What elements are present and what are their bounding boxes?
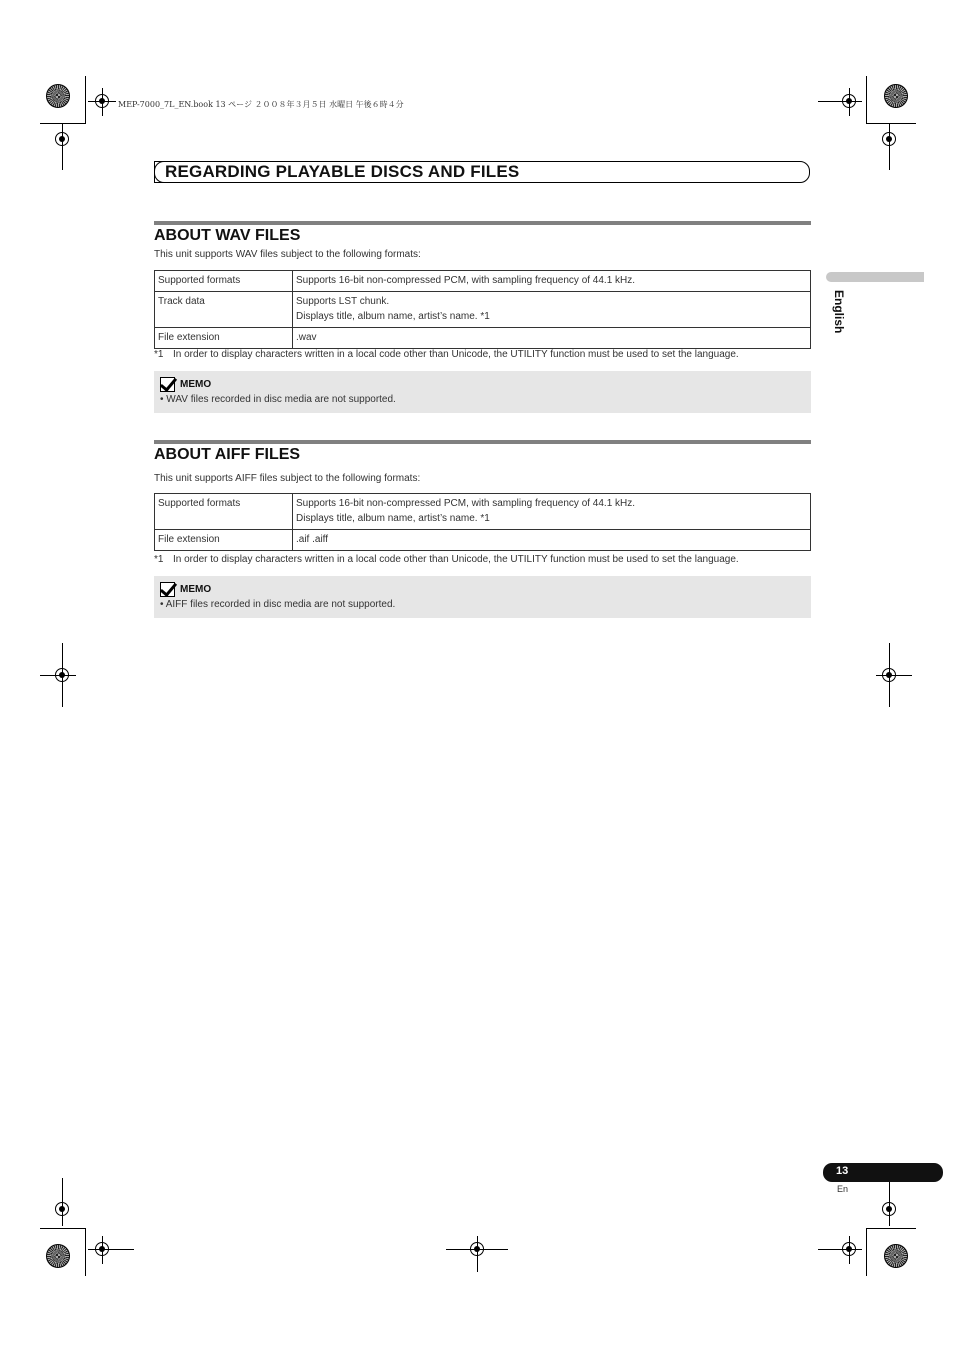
crop-line [866, 123, 916, 124]
memo-label: MEMO [180, 584, 212, 595]
aiff-format-table [154, 493, 811, 551]
table-cell-label: File extension [155, 328, 293, 349]
crop-line [889, 124, 890, 170]
crop-line [40, 123, 86, 124]
table-cell-line: Displays title, album name, artist’s name. *1 [296, 513, 490, 524]
memo-header [160, 377, 211, 392]
checkmark-icon [160, 582, 175, 597]
table-cell-label: Supported formats [155, 494, 293, 530]
crop-line [849, 88, 850, 116]
crop-line [876, 675, 912, 676]
crop-line [102, 1236, 103, 1264]
crop-line [818, 1249, 862, 1250]
footnote-text: In order to display characters written in a local code other than Unicode, the UTILITY function must be used to set the language. [173, 349, 739, 360]
crop-line [40, 675, 76, 676]
wav-format-table [154, 270, 811, 349]
crop-line [62, 1178, 63, 1226]
table-cell-line: Displays title, album name, artist’s name. *1 [296, 311, 490, 322]
table-cell-value: .wav [293, 328, 811, 349]
footnote [154, 554, 739, 565]
table-cell-label: Supported formats [155, 271, 293, 292]
registration-sunburst-icon [46, 1244, 70, 1268]
footnote-text: In order to display characters written in a local code other than Unicode, the UTILITY function must be used to set the language. [173, 554, 739, 565]
registration-sunburst-icon [884, 1244, 908, 1268]
section-intro: This unit supports AIFF files subject to the following formats: [154, 473, 421, 484]
table-cell-value: .aif .aiff [293, 530, 811, 551]
memo-item-text: AIFF files recorded in disc media are not supported. [165, 599, 396, 610]
checkmark-icon [160, 377, 175, 392]
crop-line [889, 1178, 890, 1226]
crop-line [889, 643, 890, 707]
crop-line [866, 76, 867, 124]
footnote-number: *1 [154, 554, 164, 565]
page-number: 13 [836, 1165, 849, 1177]
table-row [155, 292, 811, 328]
table-row [155, 530, 811, 551]
crop-line [62, 124, 63, 170]
memo-item-text: WAV files recorded in disc media are not supported. [166, 394, 396, 405]
table-cell-line: Supports 16-bit non-compressed PCM, with sampling frequency of 44.1 kHz. [296, 498, 636, 509]
footnote [154, 349, 739, 360]
section-rule [154, 221, 811, 225]
print-header-meta: MEP-7000_7L_EN.book 13 ページ ２００８年３月５日 水曜日 午後６時４分 [118, 100, 404, 109]
page-language-code: En [837, 1184, 849, 1194]
memo-header [160, 582, 211, 597]
table-cell-label: Track data [155, 292, 293, 328]
language-text: English [832, 290, 846, 334]
memo-item: • WAV files recorded in disc media are not supported. [160, 394, 396, 405]
table-row [155, 328, 811, 349]
table-cell-line: Supports LST chunk. [296, 296, 390, 307]
table-cell-label: File extension [155, 530, 293, 551]
crop-line [866, 1228, 867, 1276]
section-title-aiff: ABOUT AIFF FILES [154, 446, 301, 463]
crop-line [40, 1228, 86, 1229]
memo-item: • AIFF files recorded in disc media are not supported. [160, 599, 396, 610]
table-cell-value [293, 292, 811, 328]
registration-sunburst-icon [884, 84, 908, 108]
chapter-title: REGARDING PLAYABLE DISCS AND FILES [165, 162, 520, 181]
footnote-number: *1 [154, 349, 164, 360]
crop-line [102, 88, 103, 116]
language-tab [826, 272, 924, 282]
memo-box [154, 576, 811, 618]
section-intro: This unit supports WAV files subject to the following formats: [154, 249, 421, 260]
table-cell-value: Supports 16-bit non-compressed PCM, with sampling frequency of 44.1 kHz. [293, 271, 811, 292]
section-title-wav: ABOUT WAV FILES [154, 227, 301, 244]
crop-line [849, 1236, 850, 1264]
registration-sunburst-icon [46, 84, 70, 108]
memo-label: MEMO [180, 379, 212, 390]
language-label [826, 290, 856, 350]
section-rule [154, 440, 811, 444]
crop-line [85, 1228, 86, 1276]
crop-line [818, 101, 862, 102]
crop-line [477, 1236, 478, 1272]
crop-line [85, 76, 86, 124]
table-row [155, 271, 811, 292]
crop-line [866, 1228, 916, 1229]
crop-line [88, 1249, 134, 1250]
table-cell-value [293, 494, 811, 530]
memo-box [154, 371, 811, 413]
crop-line [62, 643, 63, 707]
table-row [155, 494, 811, 530]
